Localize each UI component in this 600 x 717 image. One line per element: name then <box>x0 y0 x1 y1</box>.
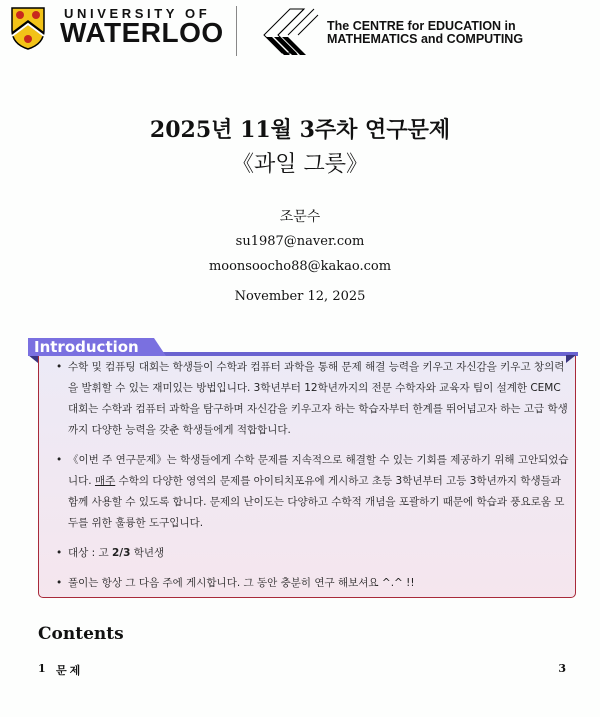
page-subtitle: 《과일 그릇》 <box>231 152 368 177</box>
author-email-1[interactable]: su1987@naver.com <box>235 234 365 249</box>
item-text: 《이번 주 연구문제》는 학생들에게 수학 문제를 지속적으로 해결할 수 있는 기회를 제공하기 위해 고안되었습니다. <box>68 454 569 487</box>
item-text: 수학의 다양한 영역의 문제를 아이티치포유에 게시하고 초등 3학년부터 고등 3학년까지 학생들과 함께 사용할 수 있도록 합니다. 문제의 난이도는 다양하고 수학적 개념을 포괄하기 때문에 학습과 풍요로움 모두를 위한 훌륭한 도구입니다. <box>68 475 565 529</box>
cemc-line1: The CENTRE for EDUCATION in <box>327 19 516 33</box>
logo-divider <box>236 6 237 56</box>
cemc-text <box>327 20 523 46</box>
toc-entry[interactable] <box>38 662 566 678</box>
tab-slant <box>154 338 166 356</box>
author-name: 조문수 <box>279 209 321 225</box>
author-email-2[interactable]: moonsoocho88@kakao.com <box>208 259 392 274</box>
weekly-link[interactable]: 매주 <box>94 475 116 487</box>
introduction-list <box>54 357 570 603</box>
uw-line2: WATERLOO <box>60 17 224 48</box>
waterloo-shield-icon <box>10 6 46 50</box>
toc-label[interactable]: 문제 <box>56 664 84 677</box>
uw-line1: UNIVERSITY OF <box>64 6 211 21</box>
item-text: 학년생 <box>130 547 165 559</box>
list-item <box>54 543 570 564</box>
list-item: • 수학 및 컴퓨팅 대회는 학생들이 수학과 컴퓨터 과학을 통해 문제 해결 능력을 키우고 자신감을 키우고 창의력을 발휘할 수 있는 재미있는 방법입니다. 3학년부터 12학년까지의 전문 수학자와 교육자 팀이 설계한 CEMC 대회는 수학과 컴퓨터 과학을 탐구하며 자신감을 키우고자 하는 학습자부터 한계를 뛰어넘고자 하는 고급 학생까지 다양한 능력을 갖춘 학생들에게 적합합니다. <box>54 357 570 441</box>
list-item: • 풀이는 항상 그 다음 주에 게시합니다. 그 동안 충분히 연구 해보셔요 ^.^ !! <box>54 573 570 594</box>
page-title: 2025년 11월 3주차 연구문제 <box>149 117 451 143</box>
list-item <box>54 450 570 534</box>
toc-page: 3 <box>558 662 566 675</box>
cemc-line2: MATHEMATICS and COMPUTING <box>327 32 524 46</box>
grade-value: 2/3 <box>111 547 131 559</box>
item-text: 대상 : 고 <box>68 547 112 559</box>
introduction-label: Introduction <box>28 338 154 356</box>
ribbon-fold-left <box>28 355 38 363</box>
contents-heading: Contents <box>38 624 124 644</box>
toc-number: 1 <box>38 662 46 675</box>
cemc-logo-icon <box>260 5 320 57</box>
document-date: November 12, 2025 <box>234 289 366 304</box>
header-logos <box>0 0 600 62</box>
